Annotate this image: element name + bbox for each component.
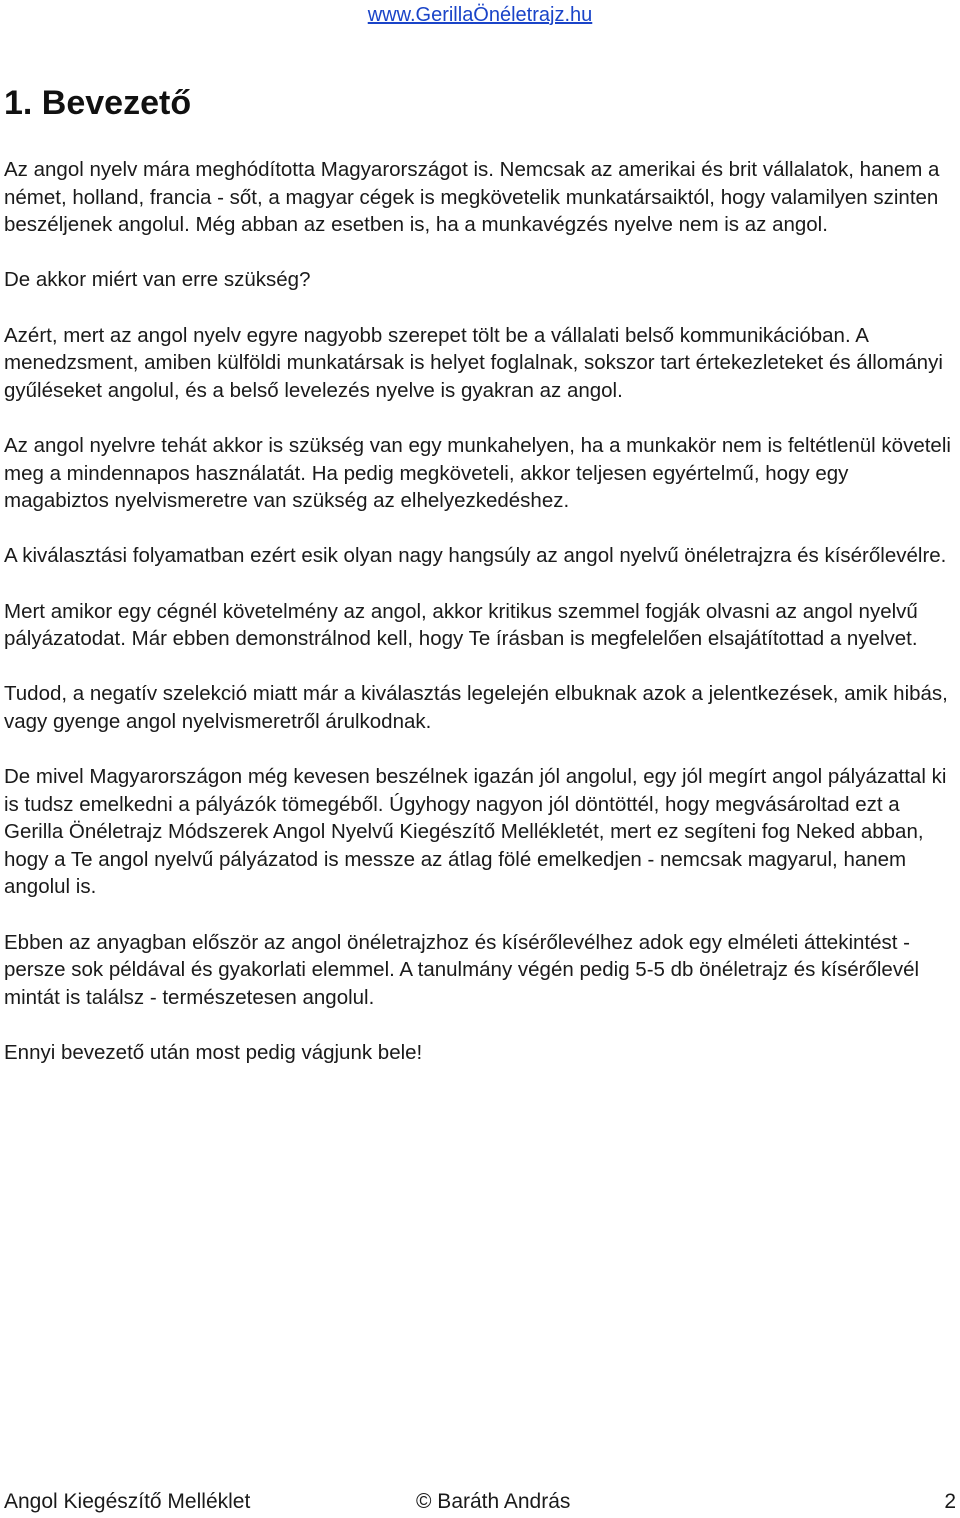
page-number: 2 [944, 1490, 956, 1513]
section-title: 1. Bevezető [4, 84, 192, 122]
paragraph: Ennyi bevezető után most pedig vágjunk bele! [4, 1041, 423, 1064]
paragraph: De akkor miért van erre szükség? [4, 268, 311, 292]
paragraph: A kiválasztási folyamatban ezért esik olyan nagy hangsúly az angol nyelvű önéletrajzra és kísérőlevélre. [4, 544, 947, 568]
paragraph: Tudod, a negatív szelekció miatt már a kiválasztás legelején elbuknak azok a jelentkezések, amik hibás, vagy gyenge angol nyelvismeretről árulkodnak. [4, 682, 948, 733]
paragraph: Mert amikor egy cégnél követelmény az angol, akkor kritikus szemmel fogják olvasni az angol nyelvű pályázatodat. Már ebben demonstrálnod kell, hogy Te írásban is megfelelően elsajátítottad a nyelvet. [4, 599, 918, 651]
website-link[interactable]: www.GerillaÖnéletrajz.hu [367, 4, 593, 26]
paragraph: De mivel Magyarországon még kevesen beszélnek igazán jól angolul, egy jól megírt angol pályázattal ki is tudsz emelkedni a pályázók tömegéből. Úgyhogy nagyon jól döntöttél, hogy megvásároltad ezt a Gerilla Önéletrajz Módszerek Angol Nyelvű Kiegészítő Mellékletét, mert ez segíteni fog Neked abban, hogy a Te angol nyelvű pályázatod is messze az átlag fölé emelkedjen - nemcsak magyarul, hanem angolul is. [4, 765, 947, 899]
page-footer [4, 1490, 956, 1518]
body-text [4, 156, 956, 1094]
paragraph: Az angol nyelvre tehát akkor is szükség van egy munkahelyen, ha a munkakör nem is feltétlenül követeli meg a mindennapos használatát. Ha pedig megköveteli, akkor teljesen egyértelmű, hogy egy magabiztos nyelvismeretre van szükség az elhelyezkedéshez. [4, 433, 951, 513]
footer-document-title: Angol Kiegészítő Melléklet [4, 1490, 251, 1513]
footer-copyright: © Baráth András [416, 1490, 571, 1513]
paragraph: Azért, mert az angol nyelv egyre nagyobb szerepet tölt be a vállalati belső kommunikációban. A menedzsment, amiben külföldi munkatársak is helyet foglalnak, sokszor tart értekezleteket és állományi gyűléseket angolul, és a belső levelezés nyelve is gyakran az angol. [4, 323, 943, 402]
paragraph: Az angol nyelv mára meghódította Magyarországot is. Nemcsak az amerikai és brit vállalatok, hanem a német, holland, francia - sőt, a magyar cégek is megkövetelik munkatársaiktól, hogy valamilyen szinten beszéljenek angolul. Még abban az esetben is, ha a munkavégzés nyelve nem is az angol. [4, 158, 940, 237]
paragraph: Ebben az anyagban először az angol önéletrajzhoz és kísérőlevélhez adok egy elméleti áttekintést - persze sok példával és gyakorlati elemmel. A tanulmány végén pedig 5-5 db önéletrajz és kísérőlevél mintát is találsz - természetesen angolul. [4, 930, 920, 1009]
